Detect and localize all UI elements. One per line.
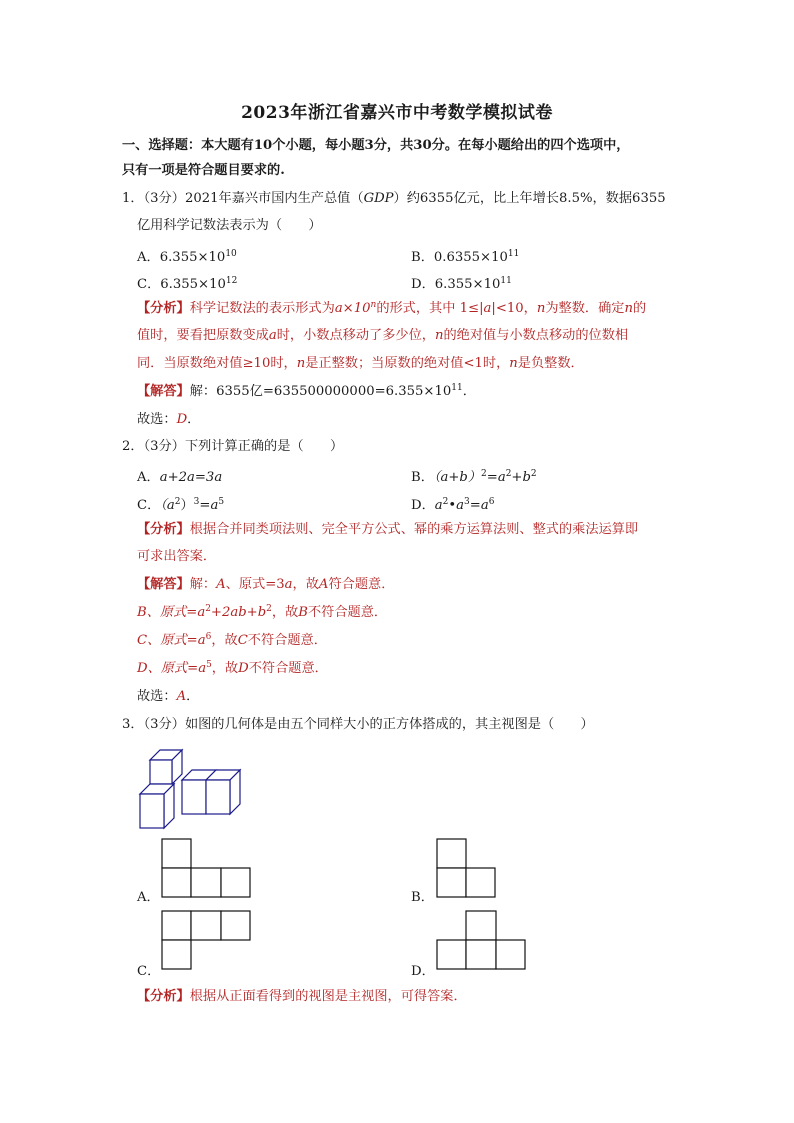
q2-choice: 故选：A． [137, 689, 200, 704]
q3-option-d-label: D． [411, 964, 435, 979]
q3-option-a-label: A． [137, 890, 160, 905]
q2-analysis-cont: 可求出答案． [137, 549, 217, 564]
cube-figure [136, 742, 256, 832]
q1-choice: 故选：D． [137, 412, 201, 427]
q3-option-c-label: C． [137, 964, 161, 979]
q3-stem: 3．（3分）如图的几何体是由五个同样大小的正方体搭成的，其主视图是（ ） [122, 717, 594, 732]
q1-analysis: 【分析】科学记数法的表示形式为$a\times 10^n$的形式，其中 1≤|a|<10，n为整数．确定n的 [137, 300, 647, 316]
q2-stem: 2．（3分）下列计算正确的是（ ） [122, 439, 344, 454]
page-title: 2023年浙江省嘉兴市中考数学模拟试卷 [241, 103, 553, 123]
q1-option-d: D．$6.355\times 10^{11}$ [411, 276, 512, 292]
q2-option-b: B．$(a+b)^2=a^2+b^2$ [411, 469, 537, 485]
q2-answer-c: C、原式$=a^6$，故C不符合题意． [137, 632, 327, 648]
q3-option-b-label: B． [411, 890, 434, 905]
q2-answer-a: 【解答】解：A、原式=3a，故A符合题意． [137, 577, 395, 592]
q1-analysis-cont: 值时，要看把原数变成a时，小数点移动了多少位，n的绝对值与小数点移动的位数相 [137, 328, 629, 343]
q1-stem-cont: 亿用科学记数法表示为（ ） [137, 218, 322, 233]
q3-option-c-figure [161, 910, 253, 972]
q2-answer-b: B、原式$=a^2+2ab+b^2$，故B不符合题意． [137, 604, 388, 620]
q3-option-b-figure [436, 838, 500, 900]
q1-option-b: B．$0.6355\times 10^{11}$ [411, 249, 520, 265]
section-heading: 一、选择题：本大题有10个小题，每小题3分，共30分。在每小题给出的四个选项中， [122, 138, 630, 153]
q3-option-d-figure [436, 910, 528, 972]
q2-option-d: D．$a^2•a^3=a^6$ [411, 497, 495, 513]
q3-option-a-figure [161, 838, 253, 900]
q2-analysis: 【分析】根据合并同类项法则、完全平方公式、幂的乘方运算法则、整式的乘法运算即 [137, 522, 639, 537]
section-heading-cont: 只有一项是符合题目要求的. [122, 163, 285, 178]
q1-answer: 【解答】解：6355亿$=635500000000=6.355\times 10^{11}$． [137, 383, 476, 399]
q2-answer-d: D、原式$=a^5$，故D不符合题意． [137, 660, 328, 676]
q2-option-c: C．$(a^2)^3=a^5$ [137, 497, 225, 513]
q1-analysis-cont2: 同．当原数绝对值≥10时，n是正整数；当原数的绝对值<1时，n是负整数． [137, 356, 584, 371]
q3-analysis: 【分析】根据从正面看得到的视图是主视图，可得答案． [137, 989, 467, 1004]
q1-stem: 1．（3分）2021年嘉兴市国内生产总值（GDP）约6355亿元，比上年增长8.5%，数据6355 [122, 191, 666, 206]
q2-option-a: A．a+2a=3a [137, 470, 223, 485]
q1-option-a: A．$6.355\times 10^{10}$ [137, 249, 237, 265]
q1-option-c: C．$6.355\times 10^{12}$ [137, 276, 238, 292]
